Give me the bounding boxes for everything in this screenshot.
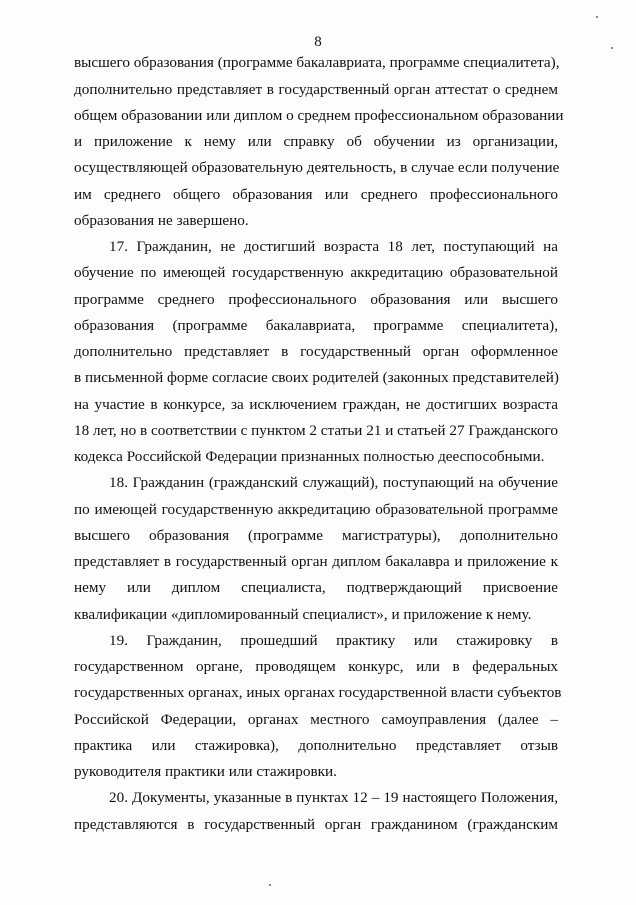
text-line: по имеющей государственную аккредитацию образовательной программе (74, 501, 558, 518)
text-line: обучение по имеющей государственную аккредитацию образовательной (74, 264, 558, 281)
text-line: представляются в государственный орган гражданином (гражданским (74, 816, 558, 833)
text-line: осуществляющей образовательную деятельность, в случае если получение (74, 159, 560, 176)
text-line: образования (программе бакалавриата, программе специалитета), (74, 317, 558, 334)
text-line: образования не завершено. (74, 212, 249, 229)
text-line: 18 лет, но в соответствии с пунктом 2 статьи 21 и статьей 27 Гражданского (74, 422, 558, 439)
paragraph-start-19: 19. Гражданин, прошедший практику или стажировку в (109, 632, 558, 649)
page-number: 8 (314, 34, 322, 50)
text-line: государственном органе, проводящем конкурс, или в федеральных (74, 658, 558, 675)
paragraph-start-17: 17. Гражданин, не достигший возраста 18 лет, поступающий на (109, 238, 558, 255)
text-line: высшего образования (программе магистратуры), дополнительно (74, 527, 558, 544)
text-line: государственных органах, иных органах государственной власти субъектов (74, 684, 562, 701)
text-line: высшего образования (программе бакалавриата, программе специалитета), (74, 54, 560, 71)
scan-speck (611, 47, 613, 49)
paragraph-start-18: 18. Гражданин (гражданский служащий), поступающий на обучение (109, 474, 558, 491)
text-line: общем образовании или диплом о среднем профессиональном образовании (74, 107, 564, 124)
scan-speck (596, 16, 598, 18)
text-line: руководителя практики или стажировки. (74, 763, 337, 780)
paragraph-start-20: 20. Документы, указанные в пунктах 12 – 19 настоящего Положения, (109, 789, 558, 806)
text-line: представляет в государственный орган диплом бакалавра и приложение к (74, 553, 558, 570)
text-line: на участие в конкурсе, за исключением граждан, не достигших возраста (74, 396, 558, 413)
text-line: Российской Федерации, органах местного самоуправления (далее – (74, 711, 558, 728)
text-line: кодекса Российской Федерации признанных полностью дееспособными. (74, 448, 545, 465)
text-line: квалификации «дипломированный специалист», и приложение к нему. (74, 606, 532, 623)
text-line: дополнительно представляет в государственный орган аттестат о среднем (74, 81, 558, 98)
text-line: и приложение к нему или справку об обучении из организации, (74, 133, 558, 150)
text-line: дополнительно представляет в государственный орган оформленное (74, 343, 558, 360)
text-line: им среднего общего образования или среднего профессионального (74, 186, 558, 203)
text-line: нему или диплом специалиста, подтверждающий присвоение (74, 579, 558, 596)
text-line: практика или стажировка), дополнительно представляет отзыв (74, 737, 558, 754)
text-line: в письменной форме согласие своих родителей (законных представителей) (74, 369, 559, 386)
scan-speck (269, 884, 271, 886)
text-line: программе среднего профессионального образования или высшего (74, 291, 558, 308)
